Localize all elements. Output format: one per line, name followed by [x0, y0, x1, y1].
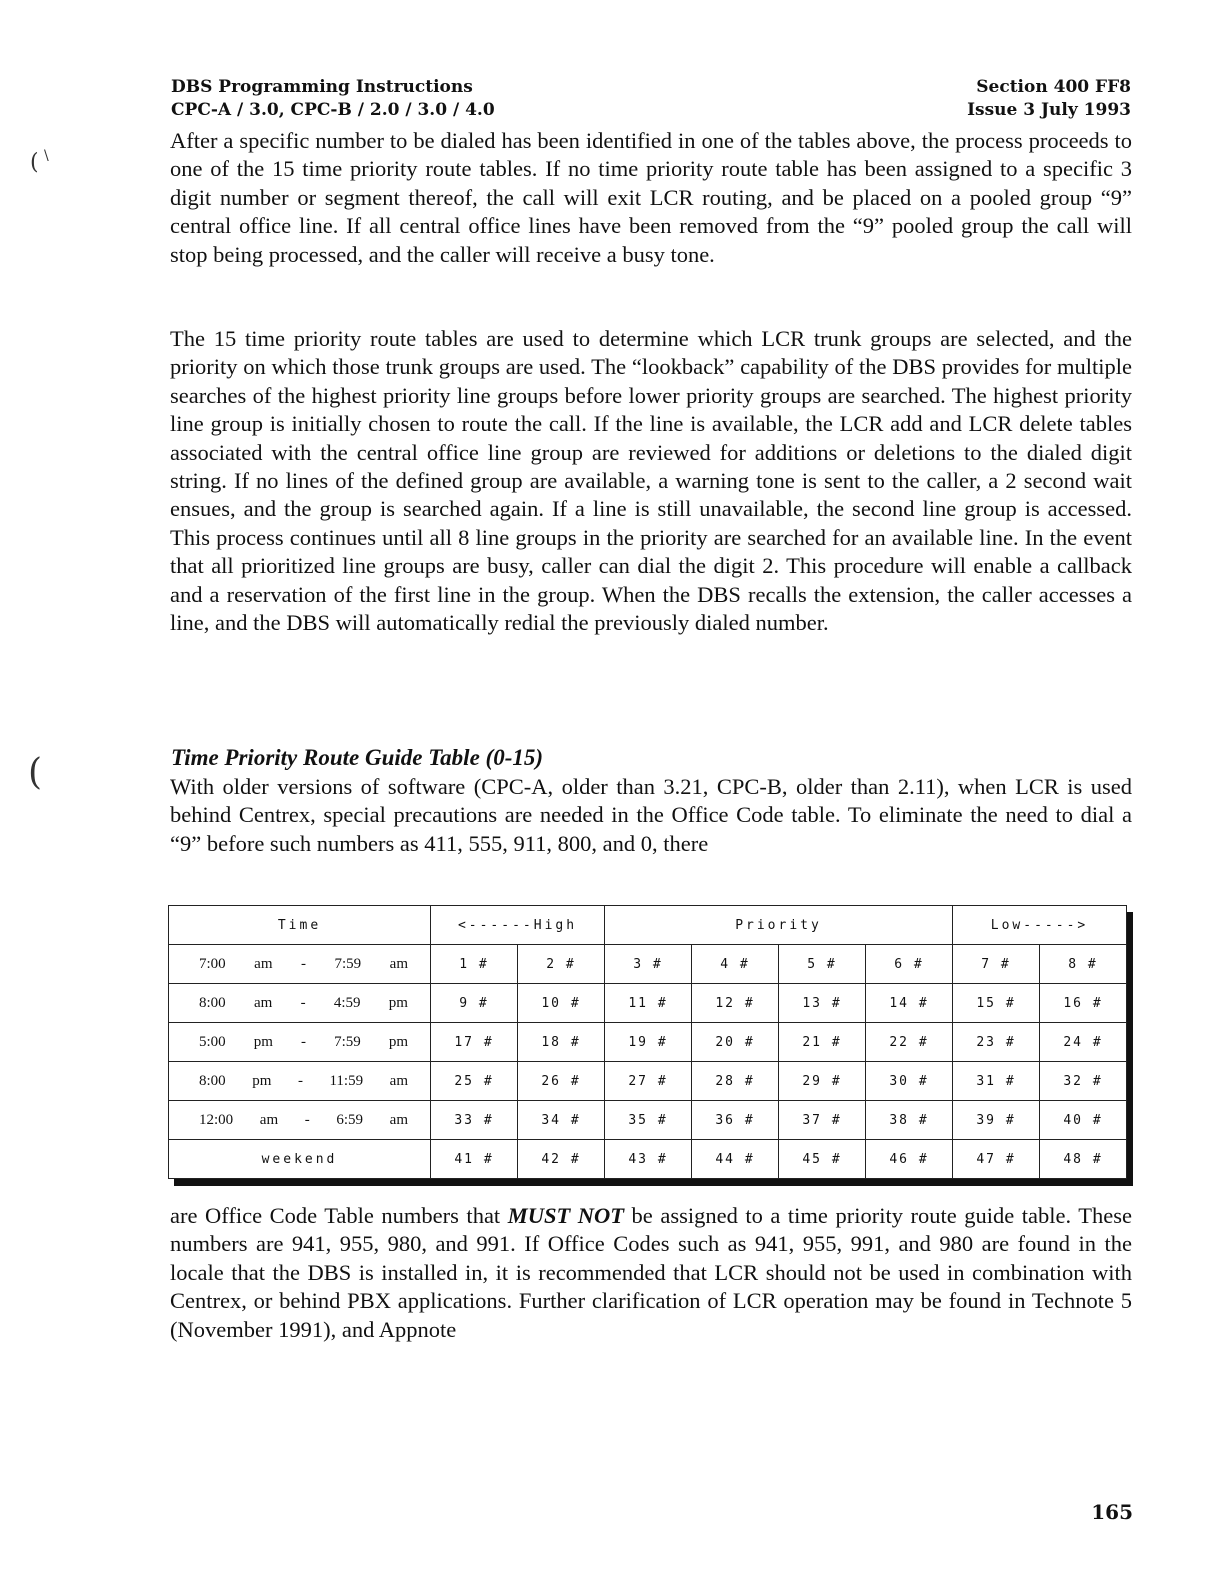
time-start-ap: pm — [252, 1072, 272, 1089]
time-end: 4:59 — [333, 994, 361, 1011]
time-end-ap: am — [389, 1072, 408, 1089]
margin-mark: \ — [44, 148, 49, 164]
priority-code-cell: 35 # — [605, 1101, 692, 1140]
priority-code-cell: 33 # — [431, 1101, 518, 1140]
paragraph-lcr-routing: After a specific number to be dialed has been identified in one of the tables above, the process proceeds to one of the 15 time priority route tables. If no time priority route table has been assigned to a specific 3 digit number or segment thereof, the call will exit LCR routing, and be placed on a pooled group “9” central office line. If all central office lines have been removed from the “9” pooled group the call will stop being processed, and the caller will receive a busy tone. — [170, 128, 1132, 267]
priority-code-cell: 39 # — [953, 1101, 1040, 1140]
time-sep: - — [297, 1072, 303, 1089]
margin-mark: ( — [28, 752, 43, 793]
time-start: 7:00 — [199, 955, 226, 972]
time-end-ap: am — [389, 1111, 408, 1128]
priority-code-cell: 7 # — [953, 945, 1040, 984]
priority-code-cell: 3 # — [605, 945, 692, 984]
paragraph-office-codes — [170, 1202, 1132, 1344]
priority-code-cell: 45 # — [779, 1140, 866, 1179]
running-header-right — [967, 76, 1131, 122]
priority-code-cell: 48 # — [1040, 1140, 1127, 1179]
priority-code-cell: 36 # — [692, 1101, 779, 1140]
header-priority: Priority — [605, 906, 953, 945]
priority-code-cell: 15 # — [953, 984, 1040, 1023]
time-range-cell — [169, 945, 431, 984]
priority-code-cell: 24 # — [1040, 1023, 1127, 1062]
time-start: 8:00 — [199, 1072, 226, 1089]
priority-code-cell: 31 # — [953, 1062, 1040, 1101]
header-versions: CPC-A / 3.0, CPC-B / 2.0 / 3.0 / 4.0 — [171, 100, 495, 120]
priority-code-cell: 40 # — [1040, 1101, 1127, 1140]
priority-code-cell: 2 # — [518, 945, 605, 984]
priority-code-cell: 37 # — [779, 1101, 866, 1140]
priority-code-cell: 4 # — [692, 945, 779, 984]
priority-code-cell: 28 # — [692, 1062, 779, 1101]
section-title: Time Priority Route Guide Table (0-15) — [171, 745, 544, 770]
table-header-row — [169, 906, 1127, 945]
priority-code-cell: 1 # — [431, 945, 518, 984]
priority-code-cell: 27 # — [605, 1062, 692, 1101]
priority-code-cell: 6 # — [866, 945, 953, 984]
header-issue: Issue 3 July 1993 — [967, 100, 1131, 120]
priority-code-cell: 47 # — [953, 1140, 1040, 1179]
priority-code-cell: 23 # — [953, 1023, 1040, 1062]
header-doc-title: DBS Programming Instructions — [171, 77, 473, 97]
priority-code-cell: 10 # — [518, 984, 605, 1023]
time-start-ap: pm — [253, 1033, 273, 1050]
margin-mark: ( — [30, 150, 39, 175]
time-sep: - — [300, 994, 306, 1011]
time-sep: - — [304, 1111, 310, 1128]
priority-code-cell: 26 # — [518, 1062, 605, 1101]
priority-code-cell: 17 # — [431, 1023, 518, 1062]
priority-code-cell: 20 # — [692, 1023, 779, 1062]
priority-code-cell: 21 # — [779, 1023, 866, 1062]
time-sep: - — [301, 955, 306, 972]
time-end-ap: pm — [388, 1033, 408, 1050]
table-row — [169, 1023, 1127, 1062]
priority-code-cell: 16 # — [1040, 984, 1127, 1023]
table-row — [169, 945, 1127, 984]
p4-text-a: are Office Code Table numbers that — [170, 1203, 508, 1228]
time-range-cell — [169, 984, 431, 1023]
paragraph-centrex-precautions: With older versions of software (CPC-A, older than 3.21, CPC-B, older than 2.11), when LCR is used behind Centrex, special precautions are needed in the Office Code table. To eliminate the need to dial a “9” before such numbers as 411, 555, 911, 800, and 0, there — [170, 774, 1132, 856]
time-end-ap: am — [389, 955, 408, 972]
time-start-ap: am — [253, 994, 273, 1011]
time-start: 5:00 — [199, 1033, 226, 1050]
table-row-weekend — [169, 1140, 1127, 1179]
must-not-emphasis: MUST NOT — [507, 1203, 625, 1228]
time-start: 12:00 — [199, 1111, 234, 1128]
priority-code-cell: 43 # — [605, 1140, 692, 1179]
priority-code-cell: 44 # — [692, 1140, 779, 1179]
priority-code-cell: 11 # — [605, 984, 692, 1023]
priority-code-cell: 9 # — [431, 984, 518, 1023]
header-high: <------High — [431, 906, 605, 945]
priority-code-cell: 32 # — [1040, 1062, 1127, 1101]
priority-code-cell: 29 # — [779, 1062, 866, 1101]
header-section: Section 400 FF8 — [976, 77, 1131, 97]
priority-code-cell: 18 # — [518, 1023, 605, 1062]
priority-code-cell: 38 # — [866, 1101, 953, 1140]
page-number: 165 — [1091, 1500, 1133, 1524]
table-row — [169, 1101, 1127, 1140]
paragraph-time-priority-tables: The 15 time priority route tables are used to determine which LCR trunk groups are selected, and the priority on which those trunk groups are used. The “lookback” capability of the DBS provides for multiple searches of the highest priority line groups before lower priority groups are searched. The highest priority line group is initially chosen to route the call. If the line is available, the LCR add and LCR delete tables associated with the central office line group are reviewed for additions or deletions to the dialed digit string. If no lines of the defined group are available, a warning tone is sent to the caller, a 2 second wait ensues, and the group is searched again. If a line is still unavailable, the second line group is accessed. This process continues until all 8 line groups in the priority are searched for an available line. In the event that all prioritized line groups are busy, caller can dial the digit 2. This procedure will enable a callback and a reservation of the first line in the group. When the DBS recalls the extension, the caller accesses a line, and the DBS will automatically redial the previously dialed number. — [170, 326, 1132, 636]
time-end-ap: pm — [388, 994, 408, 1011]
priority-code-cell: 14 # — [866, 984, 953, 1023]
priority-code-cell: 41 # — [431, 1140, 518, 1179]
time-end: 11:59 — [329, 1072, 364, 1089]
header-low: Low-----> — [953, 906, 1127, 945]
time-priority-route-table — [168, 905, 1127, 1179]
table-row — [169, 984, 1127, 1023]
time-start: 8:00 — [199, 994, 226, 1011]
time-start-ap: am — [259, 1111, 279, 1128]
time-range-cell — [169, 1023, 431, 1062]
priority-code-cell: 42 # — [518, 1140, 605, 1179]
priority-code-cell: 30 # — [866, 1062, 953, 1101]
priority-code-cell: 13 # — [779, 984, 866, 1023]
priority-code-cell: 34 # — [518, 1101, 605, 1140]
time-range-cell — [169, 1101, 431, 1140]
table-row — [169, 1062, 1127, 1101]
priority-code-cell: 19 # — [605, 1023, 692, 1062]
weekend-label: weekend — [169, 1140, 431, 1179]
priority-code-cell: 25 # — [431, 1062, 518, 1101]
header-time: Time — [169, 906, 431, 945]
time-end: 7:59 — [334, 955, 362, 972]
priority-code-cell: 46 # — [866, 1140, 953, 1179]
time-end: 7:59 — [334, 1033, 361, 1050]
time-end: 6:59 — [336, 1111, 364, 1128]
priority-code-cell: 12 # — [692, 984, 779, 1023]
p4-text-b: be assigned to a time priority route guide table. These numbers are 941, 955, 980, and 991. If Office Codes such as 941, 955, 991, and 980 are found in the locale that the DBS is installed in, it is recommended that LCR should not be used in combination with Centrex, or behind PBX applications. Further clarification of LCR operation may be found in Technote 5 (November 1991), and Appnote — [170, 1203, 1132, 1342]
time-sep: - — [301, 1033, 306, 1050]
priority-code-cell: 8 # — [1040, 945, 1127, 984]
time-range-cell — [169, 1062, 431, 1101]
priority-code-cell: 5 # — [779, 945, 866, 984]
priority-code-cell: 22 # — [866, 1023, 953, 1062]
time-start-ap: am — [254, 955, 273, 972]
running-header-left — [171, 76, 495, 122]
